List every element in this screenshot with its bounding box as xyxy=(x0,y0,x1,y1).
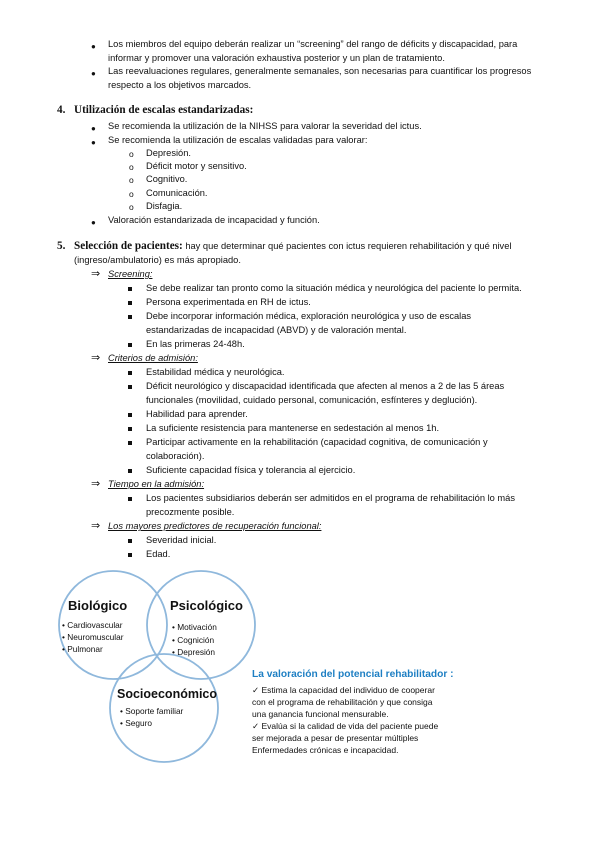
subsection-predictores-label: Los mayores predictores de recuperación funcional: xyxy=(108,521,322,531)
criterios-item: Suficiente capacidad física y tolerancia al ejercicio. xyxy=(146,465,356,475)
sub-bullet-circle: o xyxy=(129,149,134,159)
venn-psicologico-item: • Motivación xyxy=(172,622,217,632)
criterios-item: La suficiente resistencia para mantenerse en sedestación al menos 1h. xyxy=(146,423,440,433)
tiempo-item-cont: precozmente posible. xyxy=(146,507,235,517)
venn-psicologico-title: Psicológico xyxy=(170,598,243,613)
sub-bullet-circle: o xyxy=(129,162,134,172)
arrow-right-icon: ⇒ xyxy=(91,352,101,364)
arrow-right-icon: ⇒ xyxy=(91,478,101,490)
section-4-sub-item: Comunicación. xyxy=(146,188,208,198)
tiempo-item: Los pacientes subsidiarios deberán ser admitidos en el programa de rehabilitación lo más xyxy=(146,493,515,503)
subsection-screening-label: Screening: xyxy=(108,269,153,279)
venn-biologico-item: • Cardiovascular xyxy=(62,620,123,630)
section-4-bullet-1: Se recomienda la utilización de la NIHSS para valorar la severidad del ictus. xyxy=(108,121,422,131)
bullet-dot: ● xyxy=(91,42,96,51)
section-5-intro-line-2: (ingreso/ambulatorio) es más apropiado. xyxy=(74,255,241,265)
sub-bullet-circle: o xyxy=(129,202,134,212)
section-4-title: Utilización de escalas estandarizadas: xyxy=(74,104,254,116)
screening-item: Debe incorporar información médica, exploración neurológica y uso de escalas xyxy=(146,311,472,321)
screening-item: Se debe realizar tan pronto como la situación médica y neurológica del paciente lo permita. xyxy=(146,283,522,293)
venn-biologico-title: Biológico xyxy=(68,598,128,613)
section-4-sub-item: Depresión. xyxy=(146,148,191,158)
valoracion-line: con el programa de rehabilitación y que consiga xyxy=(252,697,433,707)
predictores-item: Edad. xyxy=(146,549,171,559)
criterios-item: Habilidad para aprender. xyxy=(146,409,248,419)
valoracion-title: La valoración del potencial rehabilitador : xyxy=(252,669,454,680)
venn-socioeconomico-title: Socioeconómico xyxy=(117,687,218,701)
section-4-sub-item: Cognitivo. xyxy=(146,174,188,184)
predictores-item: Severidad inicial. xyxy=(146,535,217,545)
criterios-item-cont: funcionales (movilidad, cuidado personal, comunicación, esfínteres y deglución). xyxy=(146,395,478,405)
venn-biologico-item: • Neuromuscular xyxy=(62,632,124,642)
section-5-intro-rest: hay que determinar qué pacientes con ictus requieren rehabilitación y qué nivel xyxy=(182,241,512,251)
sub-bullet-circle: o xyxy=(129,189,134,199)
section-4-sub-item: Déficit motor y sensitivo. xyxy=(146,161,247,171)
venn-psicologico-item: • Cognición xyxy=(172,635,215,645)
bullet-dot: ● xyxy=(91,124,96,133)
subsection-criterios-label: Criterios de admisión: xyxy=(108,353,198,363)
arrow-right-icon: ⇒ xyxy=(91,268,101,280)
valoracion-line: Enfermedades crónicas e incapacidad. xyxy=(252,745,399,755)
screening-item: En las primeras 24-48h. xyxy=(146,339,245,349)
subsection-tiempo-label: Tiempo en la admisión: xyxy=(108,479,205,489)
venn-socioeconomico-item: • Soporte familiar xyxy=(120,706,184,716)
section-4-last-bullet: Valoración estandarizada de incapacidad y función. xyxy=(108,215,320,225)
valoracion-line: ser mejorada a pesar de presentar múltiples xyxy=(252,733,419,743)
section-5-title: Selección de pacientes: xyxy=(74,240,183,252)
section-4-bullet-2: Se recomienda la utilización de escalas validadas para valorar: xyxy=(108,135,368,145)
intro-bullet-1-line-2: informar y promover una valoración exhaustiva posterior y un plan de tratamiento. xyxy=(108,53,445,63)
sub-bullet-circle: o xyxy=(129,175,134,185)
intro-bullet-1-line-1: Los miembros del equipo deberán realizar un “screening” del rango de déficits y discapacidad, para xyxy=(108,39,518,49)
venn-psicologico-item: • Depresión xyxy=(172,647,216,657)
criterios-item-cont: colaboración). xyxy=(146,451,205,461)
section-4-sub-item: Disfagia. xyxy=(146,201,183,211)
screening-item-cont: estandarizadas de incapacidad (ABVD) y de valoración mental. xyxy=(146,325,407,335)
valoracion-line: ✓ Estima la capacidad del individuo de cooperar xyxy=(252,685,435,695)
criterios-item: Déficit neurológico y discapacidad identificada que afecten al menos a 2 de las 5 áreas xyxy=(146,381,505,391)
bullet-dot: ● xyxy=(91,218,96,227)
venn-biologico-item: • Pulmonar xyxy=(62,644,103,654)
criterios-item: Estabilidad médica y neurológica. xyxy=(146,367,285,377)
screening-item: Persona experimentada en RH de ictus. xyxy=(146,297,311,307)
bullet-dot: ● xyxy=(91,69,96,78)
arrow-right-icon: ⇒ xyxy=(91,520,101,532)
venn-socioeconomico-item: • Seguro xyxy=(120,718,152,728)
valoracion-line: una ganancia funcional mensurable. xyxy=(252,709,389,719)
valoracion-line: ✓ Evalúa si la calidad de vida del paciente puede xyxy=(252,721,439,731)
intro-bullet-2-line-1: Las reevaluaciones regulares, generalmente semanales, son necesarias para cuantificar los progresos xyxy=(108,66,532,76)
bullet-dot: ● xyxy=(91,138,96,147)
intro-bullet-2-line-2: respecto a los objetivos marcados. xyxy=(108,80,252,90)
section-4-number: 4. xyxy=(57,104,66,116)
section-5-number: 5. xyxy=(57,240,66,252)
criterios-item: Participar activamente en la rehabilitación (capacidad cognitiva, de comunicación y xyxy=(146,437,488,447)
